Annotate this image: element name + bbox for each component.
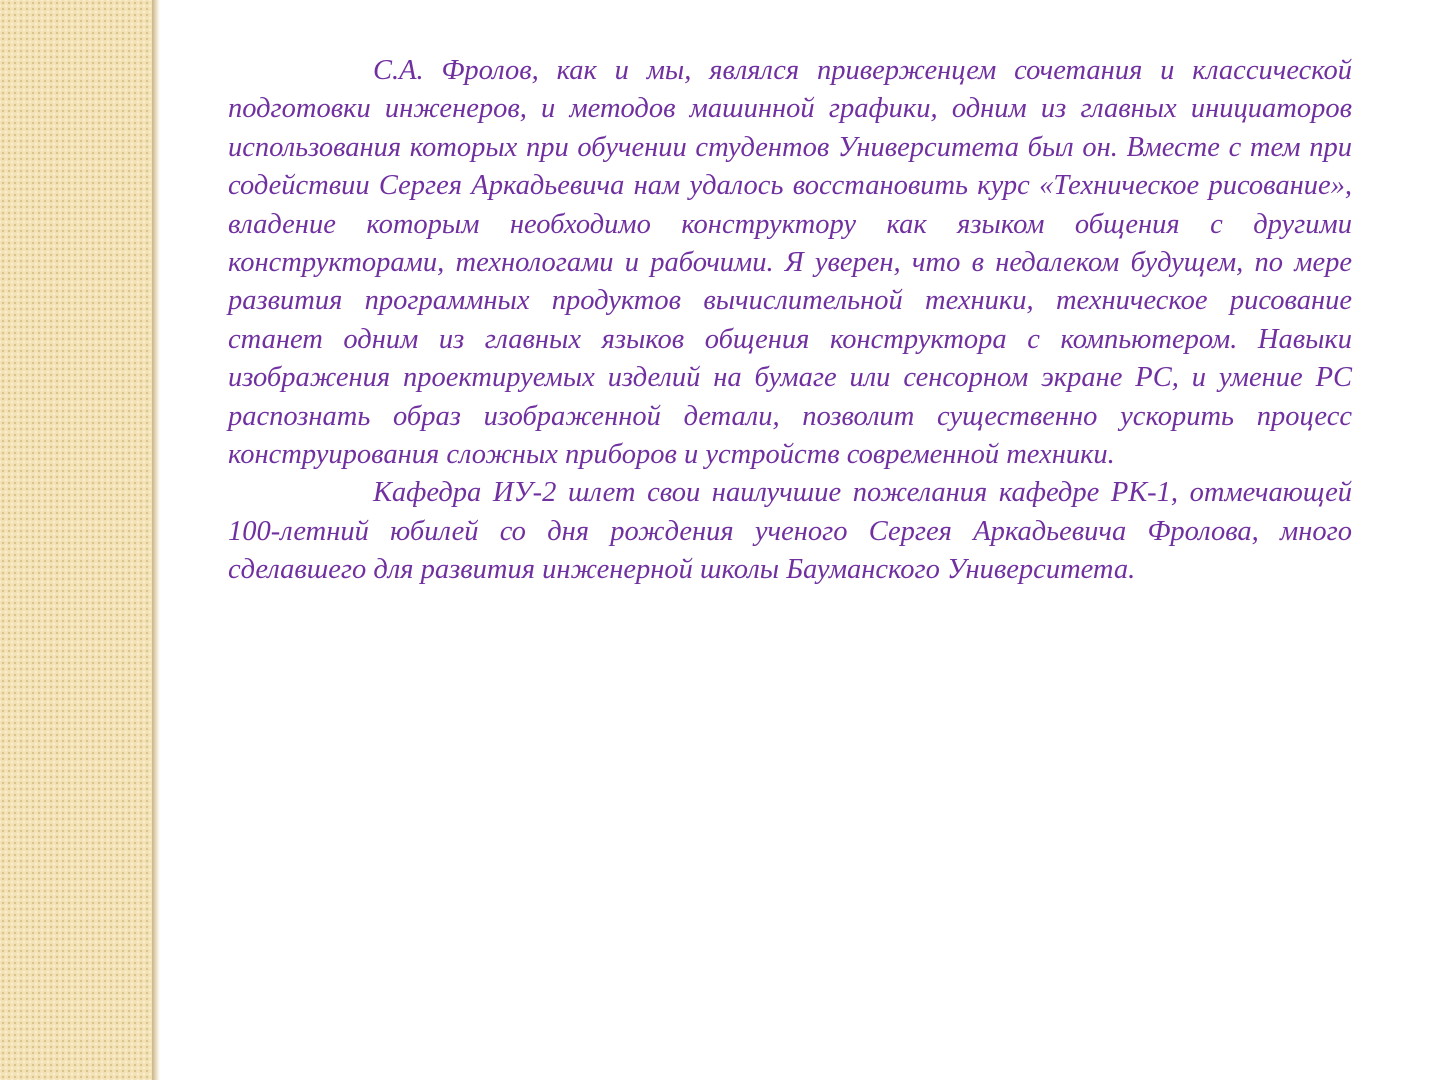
decorative-side-band <box>0 0 152 1080</box>
paragraph-frolov: С.А. Фролов, как и мы, являлся приверженцем сочетания и классической подготовки инженеров, и методов машинной графики, одним из главных инициаторов использования которых при обучении студентов Университета был он. Вместе с тем при содействии Сергея Аркадьевича нам удалось восстановить курс «Техническое рисование», владение которым необходимо конструктору как языком общения с другими конструкторами, технологами и рабочими. Я уверен, что в недалеком будущем, по мере развития программных продуктов вычислительной техники, техническое рисование станет одним из главных языков общения конструктора с компьютером. Навыки изображения проектируемых изделий на бумаге или сенсорном экране PC, и умение PC распознать образ изображенной детали, позволит существенно ускорить процесс конструирования сложных приборов и устройств современной техники. <box>228 55 1352 471</box>
side-band-shadow <box>152 0 160 1080</box>
paragraph-greeting: Кафедра ИУ-2 шлет свои наилучшие пожелания кафедре РК-1, отмечающей 100-летний юбилей со дня рождения ученого Сергея Аркадьевича Фролова, много сделавшего для развития инженерной школы Бауманского Университета. <box>228 477 1352 586</box>
body-text <box>228 52 1352 590</box>
